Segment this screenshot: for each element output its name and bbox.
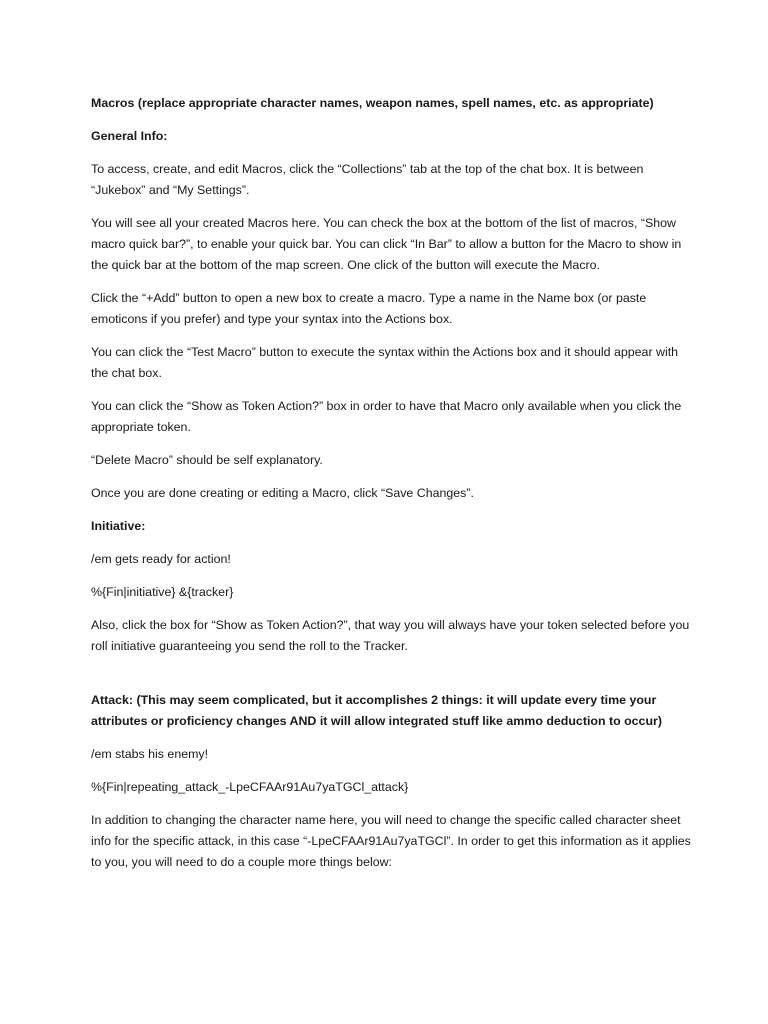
document-title: Macros (replace appropriate character names, weapon names, spell names, etc. as appropriate) <box>91 96 654 110</box>
general-info-paragraph-test-macro: You can click the “Test Macro” button to execute the syntax within the Actions box and it should appear with the chat box. <box>91 345 679 380</box>
initiative-macro-line: %{Fin|initiative} &{tracker} <box>91 585 234 599</box>
initiative-emote-line: /em gets ready for action! <box>91 552 231 566</box>
blank-line <box>91 669 691 690</box>
attack-macro-line: %{Fin|repeating_attack_-LpeCFAAr91Au7yaTGCl_attack} <box>91 780 409 794</box>
attack-emote-line: /em stabs his enemy! <box>91 747 209 761</box>
general-info-paragraph-token-action: You can click the “Show as Token Action?” box in order to have that Macro only available when you click the appropriate token. <box>91 399 682 434</box>
general-info-paragraph-collections: To access, create, and edit Macros, click the “Collections” tab at the top of the chat box. It is between “Jukebox” and “My Settings”. <box>91 162 644 197</box>
initiative-paragraph: Also, click the box for “Show as Token Action?”, that way you will always have your token selected before you roll initiative guaranteeing you send the roll to the Tracker. <box>91 618 690 653</box>
general-info-paragraph-quick-bar: You will see all your created Macros here. You can check the box at the bottom of the list of macros, “Show macro quick bar?”, to enable your quick bar. You can click “In Bar” to allow a button for the Macro to show in the quick bar at the bottom of the map screen. One click of the button will execute the Macro. <box>91 216 682 272</box>
attack-paragraph: In addition to changing the character name here, you will need to change the specific called character sheet info for the specific attack, in this case “-LpeCFAAr91Au7yaTGCl”. In order to get this information as it applies to you, you will need to do a couple more things below: <box>91 813 691 869</box>
general-info-heading: General Info: <box>91 129 168 143</box>
document-body <box>91 93 691 885</box>
general-info-paragraph-add: Click the “+Add” button to open a new box to create a macro. Type a name in the Name box (or paste emoticons if you prefer) and type your syntax into the Actions box. <box>91 291 647 326</box>
general-info-paragraph-save: Once you are done creating or editing a Macro, click “Save Changes”. <box>91 486 474 500</box>
general-info-paragraph-delete: “Delete Macro” should be self explanatory. <box>91 453 323 467</box>
initiative-heading: Initiative: <box>91 519 146 533</box>
attack-heading: Attack: (This may seem complicated, but it accomplishes 2 things: it will update every time your attributes or proficiency changes AND it will allow integrated stuff like ammo deduction to occur) <box>91 693 662 728</box>
